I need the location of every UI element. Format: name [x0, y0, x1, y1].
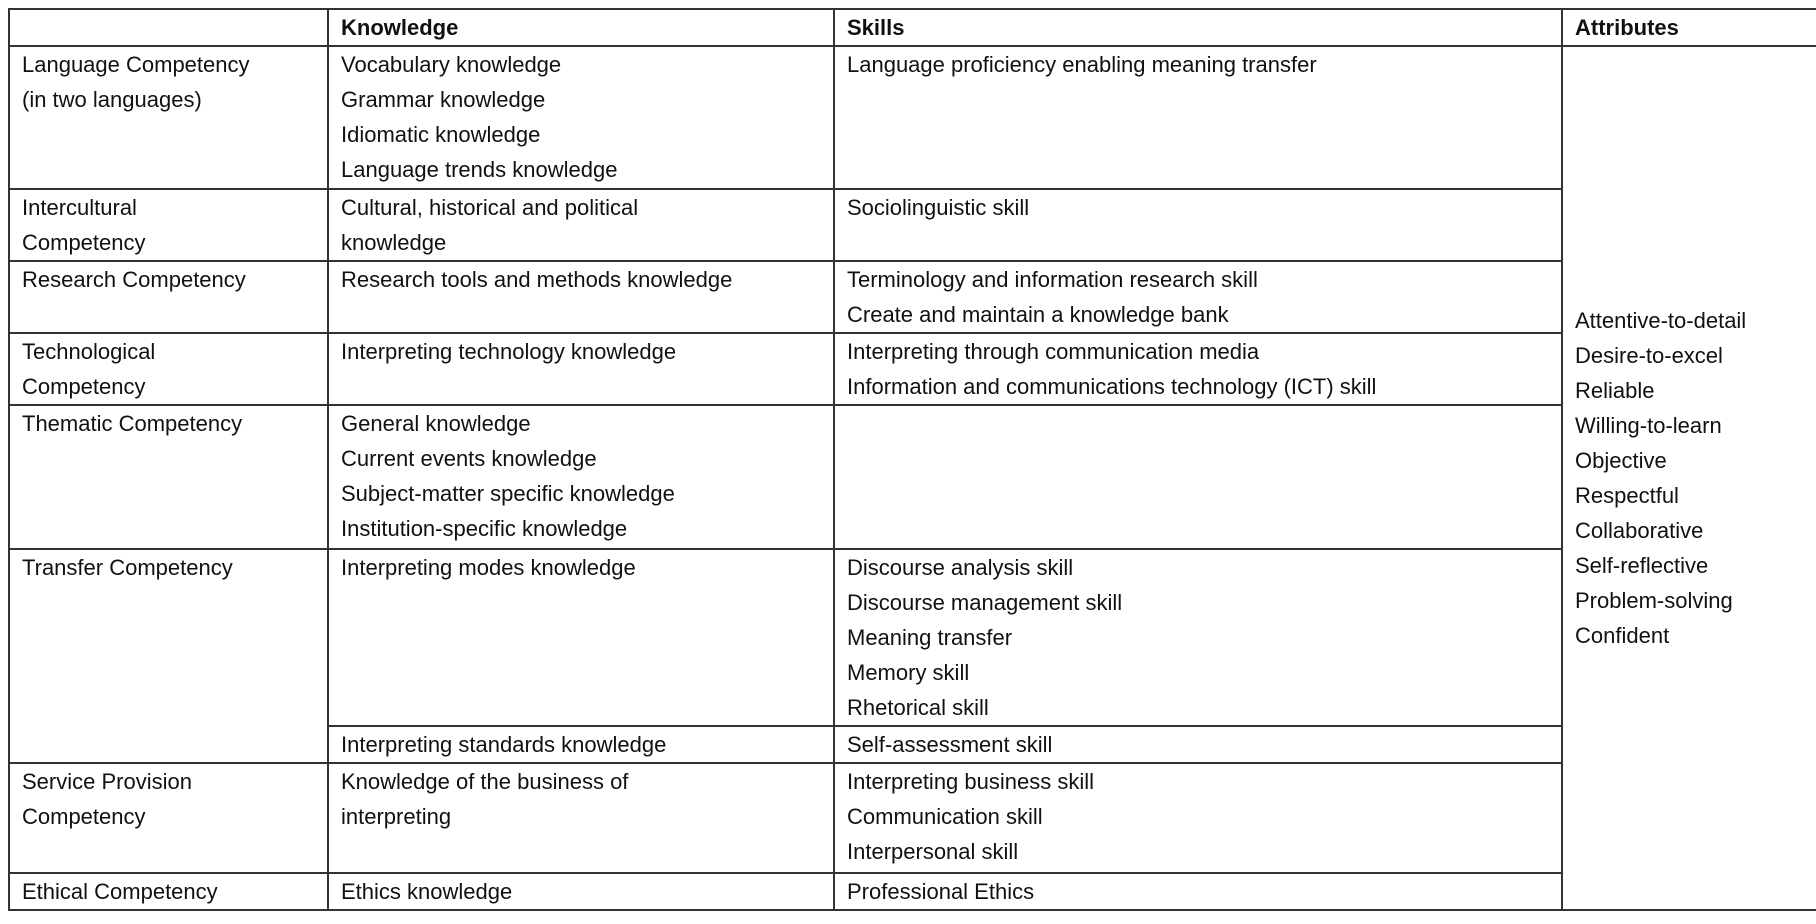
- attributes-cell-line: Self-reflective: [1575, 553, 1709, 578]
- skills-cell: [834, 189, 1562, 261]
- skills-cell-line: Discourse analysis skill: [847, 555, 1074, 580]
- attributes-cell-line: Desire-to-excel: [1575, 343, 1723, 368]
- competency-cell: [9, 549, 328, 763]
- skills-cell-line: Meaning transfer: [847, 625, 1013, 650]
- skills-cell: [834, 405, 1562, 549]
- knowledge-cell: [328, 189, 834, 261]
- knowledge-cell-line: General knowledge: [341, 411, 531, 436]
- competency-cell-line: Competency: [22, 230, 146, 255]
- header-attributes: Attributes: [1562, 9, 1816, 46]
- skills-cell-line: Interpreting business skill: [847, 769, 1095, 794]
- competency-cell-line: Competency: [22, 804, 146, 829]
- table-row: [9, 261, 1816, 333]
- table-row: [9, 333, 1816, 405]
- knowledge-cell-line: Subject-matter specific knowledge: [341, 481, 675, 506]
- knowledge-cell-line: Language trends knowledge: [341, 157, 618, 182]
- knowledge-cell-line: Interpreting modes knowledge: [341, 555, 636, 580]
- competency-cell-line: Transfer Competency: [22, 555, 233, 580]
- competency-cell: [9, 763, 328, 873]
- skills-cell-line: Discourse management skill: [847, 590, 1123, 615]
- attributes-cell-line: Collaborative: [1575, 518, 1704, 543]
- competency-cell-line: Research Competency: [22, 267, 246, 292]
- skills-cell-line: Interpreting through communication media: [847, 339, 1260, 364]
- knowledge-cell-line: Interpreting standards knowledge: [341, 732, 667, 757]
- skills-cell: [834, 873, 1562, 910]
- table-row: [9, 405, 1816, 549]
- competency-cell-line: Language Competency: [22, 52, 250, 77]
- attributes-cell-line: Attentive-to-detail: [1575, 308, 1747, 333]
- competency-cell: [9, 873, 328, 910]
- skills-cell-line: Sociolinguistic skill: [847, 195, 1030, 220]
- knowledge-cell-line: Idiomatic knowledge: [341, 122, 541, 147]
- competency-cell-line: Ethical Competency: [22, 879, 218, 904]
- skills-cell-line: Interpersonal skill: [847, 839, 1019, 864]
- competency-cell-line: (in two languages): [22, 87, 202, 112]
- competency-cell: [9, 189, 328, 261]
- knowledge-cell-line: Interpreting technology knowledge: [341, 339, 677, 364]
- table-row: [9, 46, 1816, 189]
- attributes-cell-line: Respectful: [1575, 483, 1679, 508]
- table-row: [9, 873, 1816, 910]
- knowledge-cell-line: Cultural, historical and political: [341, 195, 639, 220]
- competency-cell-line: Service Provision: [22, 769, 192, 794]
- header-knowledge: Knowledge: [328, 9, 834, 46]
- header-row: [9, 9, 1816, 46]
- table-row: [9, 189, 1816, 261]
- skills-cell-line: Rhetorical skill: [847, 695, 989, 720]
- competency-table: [8, 8, 1816, 911]
- skills-cell: [834, 261, 1562, 333]
- knowledge-cell-line: Current events knowledge: [341, 446, 597, 471]
- knowledge-cell-line: Ethics knowledge: [341, 879, 513, 904]
- knowledge-cell: [328, 46, 834, 189]
- competency-cell: [9, 405, 328, 549]
- competency-cell: [9, 333, 328, 405]
- header-skills: Skills: [834, 9, 1562, 46]
- knowledge-cell: [328, 873, 834, 910]
- skills-cell: [834, 726, 1562, 763]
- table-row: [9, 549, 1816, 726]
- competency-cell-line: Thematic Competency: [22, 411, 243, 436]
- header-blank: [9, 9, 328, 46]
- competency-cell: [9, 46, 328, 189]
- skills-cell-line: Terminology and information research skill: [847, 267, 1258, 292]
- knowledge-cell: [328, 405, 834, 549]
- table-row: [9, 763, 1816, 873]
- knowledge-cell-line: knowledge: [341, 230, 447, 255]
- attributes-cell: [1562, 46, 1816, 910]
- competency-cell-line: Intercultural: [22, 195, 137, 220]
- skills-cell-line: Professional Ethics: [847, 879, 1035, 904]
- knowledge-cell-line: Grammar knowledge: [341, 87, 546, 112]
- competency-cell-line: Competency: [22, 374, 146, 399]
- skills-cell-line: Information and communications technology (ICT) skill: [847, 374, 1377, 399]
- knowledge-cell-line: Knowledge of the business of: [341, 769, 629, 794]
- skills-cell-line: Communication skill: [847, 804, 1043, 829]
- competency-cell: [9, 261, 328, 333]
- skills-cell: [834, 763, 1562, 873]
- attributes-cell-line: Objective: [1575, 448, 1667, 473]
- attributes-cell-line: Willing-to-learn: [1575, 413, 1722, 438]
- attributes-cell-line: Confident: [1575, 623, 1670, 648]
- knowledge-cell-line: Institution-specific knowledge: [341, 516, 628, 541]
- skills-cell-line: Create and maintain a knowledge bank: [847, 302, 1229, 327]
- knowledge-cell: [328, 549, 834, 726]
- knowledge-cell-line: Research tools and methods knowledge: [341, 267, 733, 292]
- skills-cell: [834, 549, 1562, 726]
- knowledge-cell: [328, 763, 834, 873]
- skills-cell: [834, 46, 1562, 189]
- knowledge-cell-line: Vocabulary knowledge: [341, 52, 562, 77]
- skills-cell-line: Memory skill: [847, 660, 970, 685]
- skills-cell: [834, 333, 1562, 405]
- attributes-cell-line: Problem-solving: [1575, 588, 1733, 613]
- attributes-cell-line: Reliable: [1575, 378, 1655, 403]
- knowledge-cell: [328, 261, 834, 333]
- knowledge-cell-line: interpreting: [341, 804, 452, 829]
- knowledge-cell: [328, 726, 834, 763]
- skills-cell-line: Self-assessment skill: [847, 732, 1053, 757]
- skills-cell-line: Language proficiency enabling meaning transfer: [847, 52, 1317, 77]
- knowledge-cell: [328, 333, 834, 405]
- competency-cell-line: Technological: [22, 339, 156, 364]
